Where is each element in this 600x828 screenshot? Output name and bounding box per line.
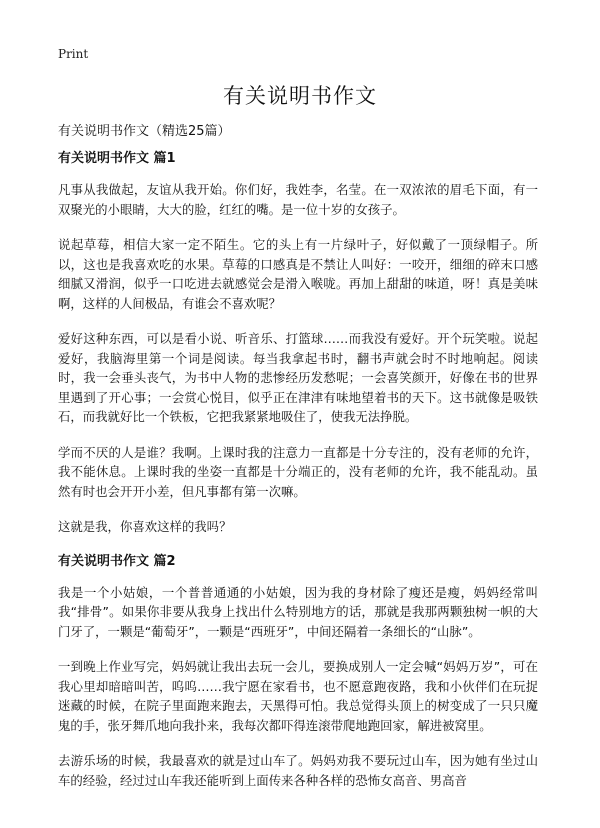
paragraph: 这就是我，你喜欢这样的我吗？	[58, 519, 232, 534]
document-subtitle: 有关说明书作文（精选25篇）	[58, 124, 231, 139]
essay-section-2	[58, 553, 538, 791]
paragraph: 去游乐场的时候，我最喜欢的就是过山车了。妈妈劝我不要玩过山车，因为她有坐过山车的经验，经过过山车我还能听到上面传来各种各样的恐怖女高音、男高音	[58, 753, 538, 788]
paragraph: 学而不厌的人是谁？我啊。上课时我的注意力一直都是十分专注的，没有老师的允许，我不能休息。上课时我的坐姿一直都是十分端正的，没有老师的允许，我不能乱动。虽然有时也会开开小差，但凡事都有第一次嘛。	[58, 444, 538, 499]
paragraph: 我是一个小姑娘，一个普普通通的小姑娘，因为我的身材除了瘦还是瘦，妈妈经常叫我“排骨”。如果你非要从我身上找出什么特别地方的话，那就是我那两颗独树一帜的大门牙了，一颗是“葡萄牙”，一颗是“西班牙”，中间还隔着一条细长的“山脉”。	[58, 584, 538, 639]
essay-section-1	[58, 150, 538, 537]
paragraph: 说起草莓，相信大家一定不陌生。它的头上有一片绿叶子，好似戴了一顶绿帽子。所以，这也是我喜欢吃的水果。草莓的口感真是不禁让人叫好：一咬开，细细的碎末口感细腻又滑润，似乎一口吃进去就感觉会是滑入喉咙。再加上甜甜的味道，呀！真是美味啊，这样的人间极品，有谁会不喜欢呢？	[58, 237, 538, 311]
print-link[interactable]: Print	[58, 47, 89, 61]
paragraph: 爱好这种东西，可以是看小说、听音乐、打篮球……而我没有爱好。开个玩笑啦。说起爱好，我脑海里第一个词是阅读。每当我拿起书时，翻书声就会时不时地响起。阅读时，我一会垂头丧气，为书中人物的悲惨经历发愁呢；一会喜笑颜开，好像在书的世界里遇到了开心事；一会赏心悦目，似乎正在津津有味地望着书的天下。这书就像是吸铁石，而我就好比一个铁板，它把我紧紧地吸住了，使我无法挣脱。	[58, 331, 538, 424]
paragraph: 凡事从我做起，友谊从我开始。你们好，我姓李，名莹。在一双浓浓的眉毛下面，有一双聚光的小眼睛，大大的脸，红红的嘴。是一位十岁的女孩子。	[58, 182, 538, 217]
paragraph: 一到晚上作业写完，妈妈就让我出去玩一会儿，要换成别人一定会喊“妈妈万岁”，可在我心里却暗暗叫苦，呜呜……我宁愿在家看书，也不愿意跑夜路，我和小伙伴们在玩捉迷藏的时候，在院子里面跑来跑去，天黑得可怕。我总觉得头顶上的树变成了一只只魔鬼的手，张牙舞爪地向我扑来，我每次都吓得连滚带爬地跑回家，解进被窝里。	[58, 659, 538, 733]
document-title: 有关说明书作文	[223, 84, 377, 108]
section-heading: 有关说明书作文 篇2	[58, 553, 176, 569]
document-content	[58, 150, 538, 804]
section-heading: 有关说明书作文 篇1	[58, 151, 176, 166]
